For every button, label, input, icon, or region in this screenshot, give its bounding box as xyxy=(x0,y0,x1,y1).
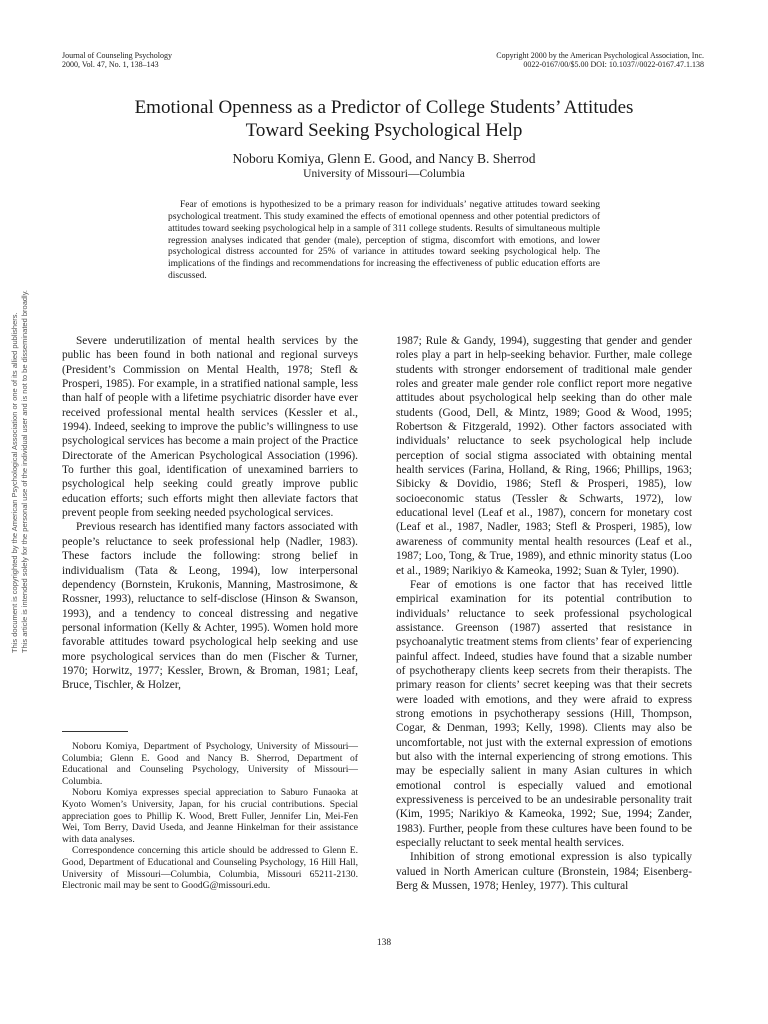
abstract: Fear of emotions is hypothesized to be a primary reason for individuals’ negative attitudes toward seeking psychological treatment. This study examined the effects of emotional openness and other potential predictors of attitudes toward seeking psychological help in a sample of 311 college students. Results of simultaneous multiple regression analyses indicated that gender (male), perception of stigma, discomfort with emotions, and lower psychological distress accounted for 25% of variance in attitudes toward seeking psychological help. The implications of the findings and recommendations for increasing the effectiveness of public education efforts are discussed. xyxy=(168,200,600,282)
copyright-notice xyxy=(430,51,704,69)
footnote: Noboru Komiya expresses special appreciation to Saburo Funaoka at Kyoto Women’s University, Japan, for his crucial contributions. Special appreciation goes to Phillip K. Wood, Brett Fuller, Jennifer Lin, Mei-Fen Wei, Tom Berry, David Useda, and Jeanne Hinkelman for their assistance with data analyses. xyxy=(62,787,358,845)
doi-line: 0022-0167/00/$5.00 DOI: 10.1037//0022-0167.47.1.138 xyxy=(523,60,704,69)
journal-citation xyxy=(62,51,322,69)
page-number: 138 xyxy=(376,938,392,948)
paragraph: Inhibition of strong emotional expression is also typically valued in North American culture (Bronstein, 1984; Eisenberg-Berg & Mussen, 1978; Henley, 1977). This cultural xyxy=(396,851,692,893)
side-notice-line-1: This document is copyrighted by the American Psychological Association or one of its allied publishers. xyxy=(10,312,19,653)
footnote-divider xyxy=(62,731,128,732)
body-column-left xyxy=(62,334,358,693)
copyright-line: Copyright 2000 by the American Psychological Association, Inc. xyxy=(496,51,704,60)
journal-volume: 2000, Vol. 47, No. 1, 138–143 xyxy=(62,60,159,69)
footnote: Correspondence concerning this article should be addressed to Glenn E. Good, Department of Educational and Counseling Psychology, 16 Hill Hall, University of Missouri—Columbia, Columbia, Missouri 65211-2130. Electronic mail may be sent to GoodG@missouri.edu. xyxy=(62,845,358,892)
article-title xyxy=(60,96,708,142)
side-notice-line-2: This article is intended solely for the personal use of the individual user and is not to be disseminated broadly. xyxy=(20,290,29,653)
author-notes xyxy=(62,741,358,892)
body-column-right xyxy=(396,334,692,893)
authors: Noboru Komiya, Glenn E. Good, and Nancy B. Sherrod xyxy=(232,151,536,166)
paragraph: Previous research has identified many factors associated with people’s reluctance to seek professional help (Nadler, 1983). These factors include the following: strong belief in individualism (Tata & Leong, 1994), low interpersonal dependency (Bornstein, Krukonis, Manning, Mastrosimone, & Rossner, 1993), reluctance to self-disclose (Hinson & Swanson, 1993), and a tendency to conceal distressing and negative personal information (Kelly & Achter, 1995). Women hold more favorable attitudes toward psychological help seeking and use more psychological services than do men (Fischer & Turner, 1970; Horwitz, 1977; Kessler, Brown, & Broman, 1981; Leaf, Bruce, Tischler, & Holzer, xyxy=(62,521,358,692)
paragraph: Severe underutilization of mental health services by the public has been found in both national and regional surveys (President’s Commission on Mental Health, 1978; Stefl & Prosperi, 1985). For example, in a stratified national sample, less than half of people with a lifetime psychiatric disorder have ever received professional mental health services (Kessler et al., 1994). Indeed, seeking to improve the public’s willingness to use psychological services has become a main project of the Practice Directorate of the American Psychological Association (1996). To further this goal, identification of unexamined barriers to psychological help seeking could greatly improve public education efforts; such efforts might then alleviate factors that prevent people from seeking needed psychological services. xyxy=(62,335,358,520)
copyright-side-notice xyxy=(10,290,30,653)
affiliation: University of Missouri—Columbia xyxy=(303,168,465,180)
paragraph: 1987; Rule & Gandy, 1994), suggesting that gender and gender roles play a part in help-seeking behavior. Further, male college students with stronger endorsement of traditional male gender roles and greater male gender role conflict report more negative attitudes about psychological help seeking than do other male students (Good, Dell, & Mintz, 1989; Good & Wood, 1995; Robertson & Fitzgerald, 1992). Other factors associated with individuals’ reluctance to seek psychological help include perception of social stigma associated with obtaining mental health services (Farina, Holland, & Ring, 1966; Phillips, 1963; Sibicky & Dovidio, 1986; Stefl & Prosperi, 1985), low socioeconomic status (Tessler & Schwarts, 1972), low educational level (Leaf et al., 1987), concern for monetary cost (Leaf et al., 1987, Nadler, 1983; Stefl & Prosperi, 1985), low awareness of community mental health resources (Leaf et al., 1987; Loo, Tong, & True, 1989), and ethnic minority status (Loo et al., 1989; Narikiyo & Kameoka, 1992; Suan & Tyler, 1990). xyxy=(396,335,692,577)
title-line-1: Emotional Openness as a Predictor of College Students’ Attitudes xyxy=(134,97,634,118)
footnote: Noboru Komiya, Department of Psychology, University of Missouri—Columbia; Glenn E. Good and Nancy B. Sherrod, Department of Educational and Counseling Psychology, University of Missouri—Columbia. xyxy=(62,741,358,787)
paragraph: Fear of emotions is one factor that has received little empirical examination for its potential contribution to individuals’ reluctance to seek professional psychological assistance. Greenson (1987) asserted that resistance in psychoanalytic treatment stems from clients’ fear of experiencing painful affect. Indeed, studies have found that a sizable number of psychotherapy clients keep secrets from their therapists. The primary reason for clients’ secret keeping was that their secrets were loaded with emotions, and they were afraid to express strong emotions in psychotherapy sessions (Hill, Thompson, Cogar, & Denman, 1993; Kelly, 1998). Clients may also be uncomfortable, not just with the external expression of emotions but also with the internal experiencing of strong emotions. This may be especially salient in many Asian cultures in which emotional control is especially valued and emotional expressiveness is perceived to be an undesirable personality trait (Kim, 1995; Narikiyo & Kameoka, 1992; Sue, 1994; Zander, 1983). Further, people from these cultures have been found to be especially reluctant to seek mental health services. xyxy=(396,578,692,850)
title-line-2: Toward Seeking Psychological Help xyxy=(245,120,523,141)
journal-name: Journal of Counseling Psychology xyxy=(62,51,172,60)
